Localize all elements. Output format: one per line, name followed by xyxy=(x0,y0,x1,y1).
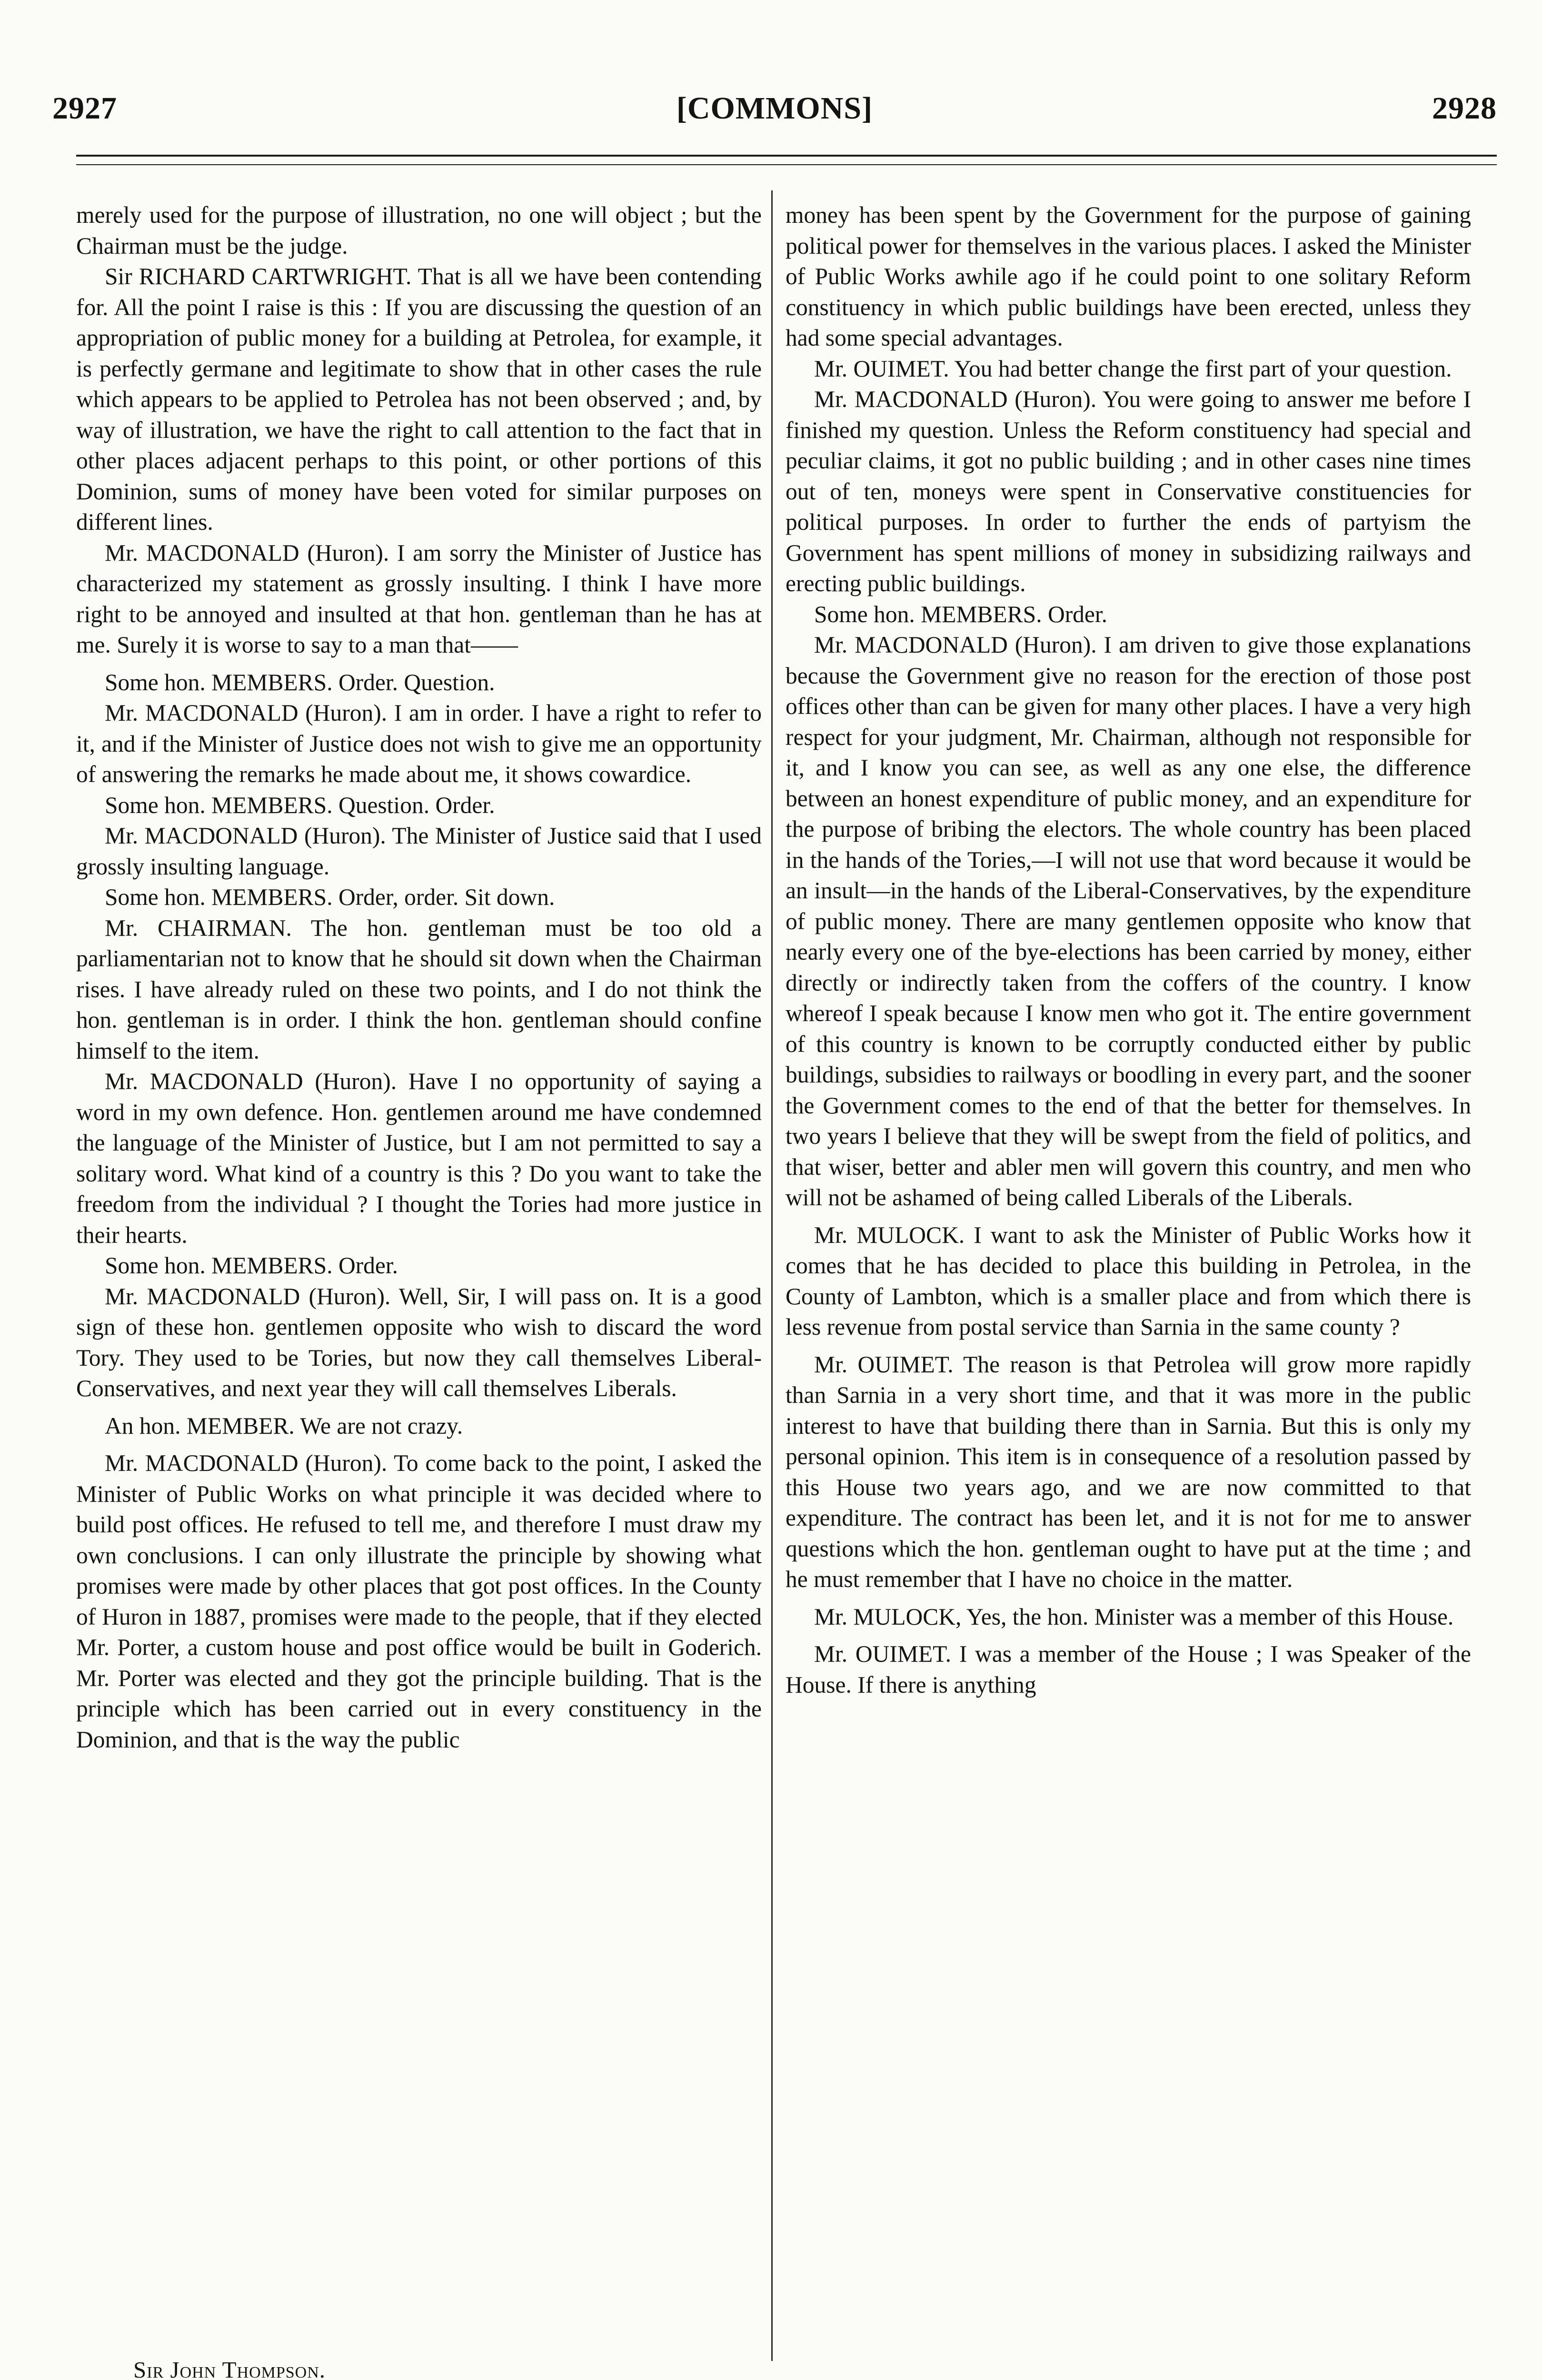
paragraph-text: Order. xyxy=(332,1252,398,1279)
speaker-name: Some hon. MEMBERS. xyxy=(105,792,333,818)
paragraph-text: I am sorry the Minister of Justice has characterized my statement as grossly insulting. I think I have more right to be annoyed and insulted at that hon. gentleman than he has at me. Surely it is worse to say to a man that—— xyxy=(76,539,762,658)
paragraph-text: The Minister of Justice said that I used grossly insulting language. xyxy=(76,823,762,880)
speaker-name: Mr. MULOCK. xyxy=(814,1221,965,1248)
speaker-name: Some hon. MEMBERS. xyxy=(814,601,1042,627)
paragraph xyxy=(76,882,762,913)
speaker-name: Mr. MACDONALD (Huron). xyxy=(814,632,1097,658)
speaker-name: Sir RICHARD CARTWRIGHT. xyxy=(105,263,412,289)
header-rule-thin xyxy=(76,164,1497,165)
paragraph-text: To come back to the point, I asked the Minister of Public Works on what principle it was decided where to build post offices. He refused to tell me, and therefore I must draw my own conclusions. I can only illustrate the principle by showing what promises were made by other places that got post offices. In the County of Huron in 1887, promises were made to the people, that if they elected Mr. Porter, a custom house and post office would be built in Goderich. Mr. Porter was elected and they got the principle building. That is the principle which has been carried out in every constituency in the Dominion, and that is the way the public xyxy=(76,1450,762,1753)
speaker-name: Mr. CHAIRMAN. xyxy=(105,914,292,941)
paragraph xyxy=(76,913,762,1067)
speaker-name: Some hon. MEMBERS. xyxy=(105,1252,333,1279)
paragraph-text: Yes, the hon. Minister was a member of this House. xyxy=(961,1603,1454,1630)
speaker-name: Mr. OUIMET. xyxy=(814,1351,954,1378)
paragraph-text: Order. Question. xyxy=(332,669,495,695)
paragraph-text: Order. xyxy=(1042,601,1108,627)
paragraph xyxy=(76,1281,762,1404)
page-footer: Sir John Thompson. xyxy=(133,2357,326,2380)
paragraph-text: We are not crazy. xyxy=(294,1412,463,1439)
paragraph-text: money has been spent by the Government for the purpose of gaining political power for themselves in the various places. I asked the Minister of Public Works awhile ago if he could point to one solitary Reform constituency in which public buildings have been erected, unless they had some special advantages. xyxy=(786,202,1471,351)
paragraph xyxy=(76,667,762,698)
paragraph xyxy=(786,1639,1471,1700)
paragraph xyxy=(76,821,762,882)
paragraph-text: Question. Order. xyxy=(332,792,495,818)
paragraph-text: I was a member of the House ; I was Speaker of the House. If there is anything xyxy=(786,1641,1471,1698)
paragraph xyxy=(786,1220,1471,1343)
paragraph xyxy=(76,790,762,821)
speaker-name: Mr. MULOCK, xyxy=(814,1603,962,1630)
speaker-name: Mr. MACDONALD (Huron). xyxy=(105,1450,388,1476)
paragraph xyxy=(786,630,1471,1213)
speaker-name: Mr. MACDONALD (Huron). xyxy=(105,539,389,566)
speaker-name: Mr. MACDONALD (Huron). xyxy=(105,823,386,849)
section-title: [COMMONS] xyxy=(676,91,873,126)
paragraph-text: Order, order. Sit down. xyxy=(332,884,555,910)
speaker-name: Some hon. MEMBERS. xyxy=(105,669,333,695)
paragraph xyxy=(786,200,1471,354)
paragraph xyxy=(76,261,762,538)
paragraph xyxy=(76,538,762,661)
paragraph xyxy=(76,1411,762,1442)
paragraph-text: The hon. gentleman must be too old a parliamentarian not to know that he should sit down when the Chairman rises. I have already ruled on these two points, and I do not think the hon. gentleman is in order. I think the hon. gentleman should confine himself to the item. xyxy=(76,914,762,1064)
speaker-name: An hon. MEMBER. xyxy=(105,1412,295,1439)
paragraph-text: merely used for the purpose of illustration, no one will object ; but the Chairman must be the judge. xyxy=(76,202,762,259)
paragraph xyxy=(786,354,1471,385)
paragraph xyxy=(786,1602,1471,1633)
paragraph xyxy=(76,698,762,790)
paragraph-text: I am in order. I have a right to refer to it, and if the Minister of Justice does not wish to give me an opportunity of answering the remarks he made about me, it shows cowardice. xyxy=(76,700,762,787)
paragraph xyxy=(786,599,1471,630)
speaker-name: Mr. MACDONALD (Huron). xyxy=(105,1068,397,1094)
paragraph-text: That is all we have been contending for. All the point I raise is this : If you are discussing the question of an appropriation of public money for a building at Petrolea, for example, it is perfectly germane and legitimate to show that in other cases the rule which appears to be applied to Petrolea has not been observed ; and, by way of illustration, we have the right to call attention to the fact that in other places adjacent perhaps to this point, or other portions of this Dominion, sums of money have been voted for similar purposes on different lines. xyxy=(76,263,762,535)
speaker-name: Mr. MACDONALD (Huron). xyxy=(105,1283,391,1309)
paragraph xyxy=(76,200,762,261)
paragraph-text: I want to ask the Minister of Public Works how it comes that he has decided to place this building in Petrolea, in the County of Lambton, which is a smaller place and from which there is less revenue from postal service than Sarnia in the same county ? xyxy=(786,1221,1471,1340)
speaker-name: Mr. MACDONALD (Huron). xyxy=(105,700,388,726)
paragraph-text: Have I no opportunity of saying a word in my own defence. Hon. gentlemen around me have condemned the language of the Minister of Justice, but I am not permitted to say a solitary word. What kind of a country is this ? Do you want to take the freedom from the individual ? I thought the Tories had more justice in their hearts. xyxy=(76,1068,762,1248)
right-column xyxy=(786,200,1471,1700)
speaker-name: Some hon. MEMBERS. xyxy=(105,884,333,910)
speaker-name: Mr. OUIMET. xyxy=(814,1641,952,1667)
speaker-name: Mr. OUIMET. xyxy=(814,355,949,382)
paragraph xyxy=(76,1448,762,1755)
paragraph-text: You had better change the first part of your question. xyxy=(949,355,1452,382)
speaker-name: Mr. MACDONALD (Huron). xyxy=(814,386,1097,412)
paragraph-text: I am driven to give those explanations because the Government give no reason for the erection of those post offices other than can be given for many other places. I have a very high respect for your judgment, Mr. Chairman, although not responsible for it, and I know you can see, as well as any one else, the difference between an honest expenditure of public money, and an expenditure for the purpose of bribing the electors. The whole country has been placed in the hands of the Tories,—I will not use that word because it would be an insult—in the hands of the Liberal-Conservatives, by the expenditure of public money. There are many gentlemen opposite who know that nearly every one of the bye-elections has been carried by money, either directly or indirectly taken from the coffers of the country. I know whereof I speak because I know men who got it. The entire government of this country is known to be corruptly conducted either by public buildings, subsidies to railways or boodling in every part, and the sooner the Government comes to the end of that the better for themselves. In two years I believe that they will be swept from the field of politics, and that wiser, better and abler men will govern this country, and men who will not be ashamed of being called Liberals of the Liberals. xyxy=(786,632,1472,1210)
paragraph-text: You were going to answer me before I finished my question. Unless the Reform constituency had special and peculiar claims, it got no public building ; and in other cases nine times out of ten, moneys were spent in Conservative constituencies for political purposes. In order to further the ends of partyism the Government has spent millions of money in subsidizing railways and erecting public buildings. xyxy=(786,386,1472,596)
paragraph xyxy=(76,1066,762,1250)
paragraph xyxy=(786,1349,1471,1595)
left-column xyxy=(76,200,762,1755)
paragraph-text: The reason is that Petrolea will grow more rapidly than Sarnia in a very short time, and that it was more in the public interest to have that building there than in Sarnia. But this is only my personal opinion. This item is in consequence of a resolution passed by this House two years ago, and we are now committed to that expenditure. The contract has been let, and it is not for me to answer questions which the hon. gentleman ought to have put at the time ; and he must remember that I have no choice in the matter. xyxy=(786,1351,1472,1592)
paragraph xyxy=(786,384,1471,599)
right-page-number: 2928 xyxy=(1432,91,1497,126)
paragraph xyxy=(76,1250,762,1281)
header-rule-thick xyxy=(76,155,1497,157)
paragraph-text: Well, Sir, I will pass on. It is a good sign of these hon. gentlemen opposite who wish to discard the word Tory. They used to be Tories, but now they call themselves Liberal-Conservatives, and next year they will call themselves Liberals. xyxy=(76,1283,762,1401)
left-page-number: 2927 xyxy=(52,91,117,126)
page-header xyxy=(52,90,1497,133)
column-divider xyxy=(771,190,773,2361)
